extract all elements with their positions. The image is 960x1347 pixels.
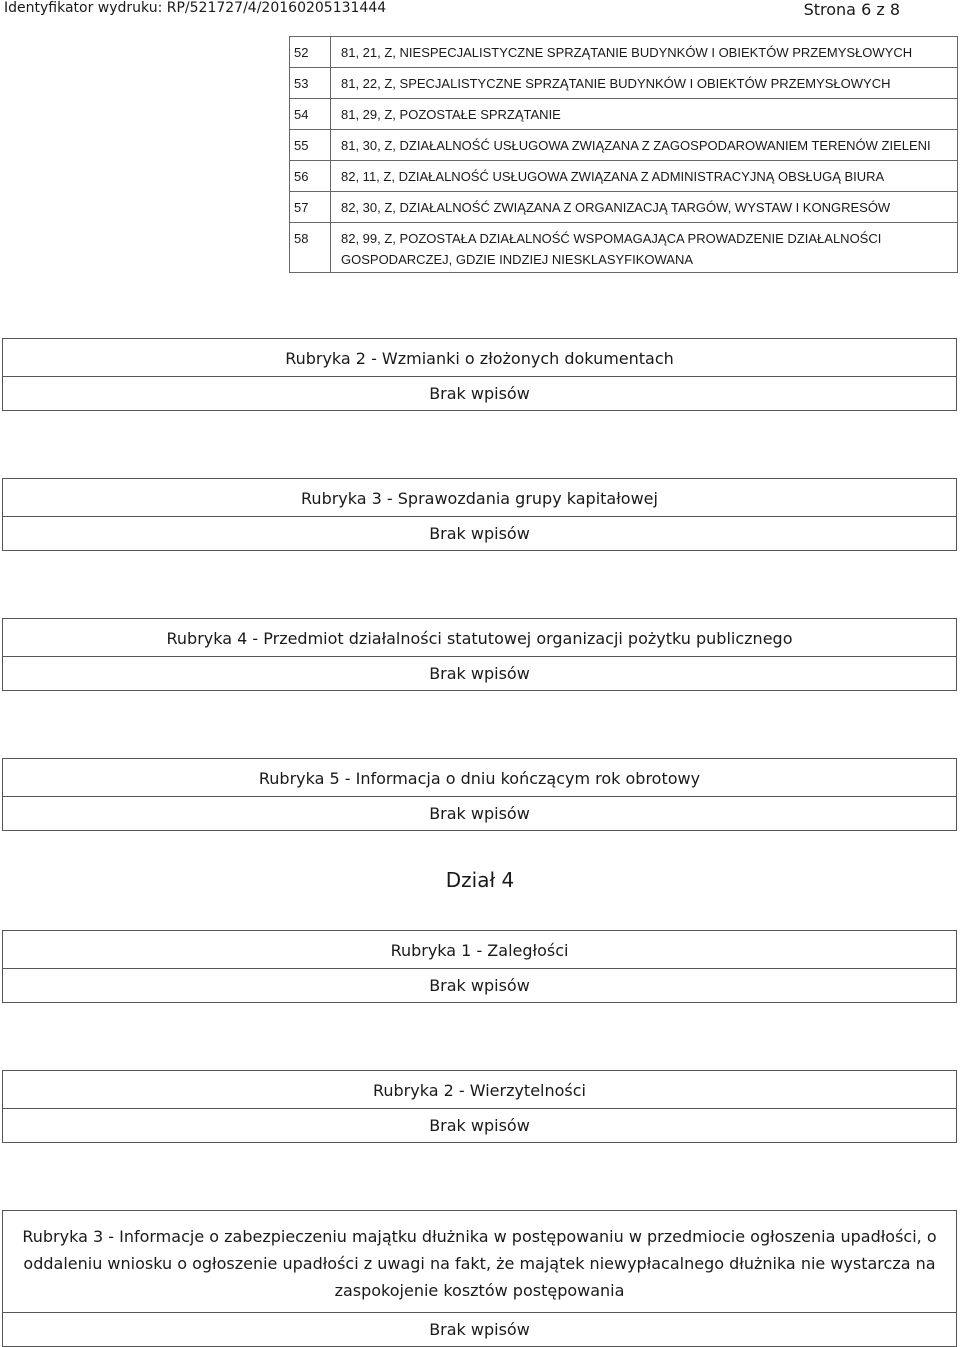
table-row [290, 99, 958, 130]
section-title: Rubryka 2 - Wierzytelności [3, 1071, 956, 1109]
table-row [290, 68, 958, 99]
dzial-heading: Dział 4 [445, 868, 515, 892]
page-number: Strona 6 z 8 [803, 0, 900, 19]
row-number: 57 [290, 192, 331, 223]
section-value: Brak wpisów [429, 384, 530, 403]
table-row [290, 223, 958, 273]
section-value: Brak wpisów [429, 976, 530, 995]
table-row [290, 130, 958, 161]
row-number: 52 [290, 37, 331, 68]
section-value: Brak wpisów [429, 1320, 530, 1339]
row-number: 55 [290, 130, 331, 161]
section-title: Rubryka 3 - Sprawozdania grupy kapitałowej [3, 479, 956, 517]
section-dzial4-rubryka-1 [2, 930, 957, 1003]
section-value: Brak wpisów [429, 804, 530, 823]
row-description: 82, 11, Z, DZIAŁALNOŚĆ USŁUGOWA ZWIĄZANA Z ADMINISTRACYJNĄ OBSŁUGĄ BIURA [331, 161, 958, 192]
table-row [290, 161, 958, 192]
section-dzial4-rubryka-3 [2, 1210, 957, 1347]
section-value: Brak wpisów [429, 664, 530, 683]
section-value: Brak wpisów [429, 524, 530, 543]
print-identifier: Identyfikator wydruku: RP/521727/4/20160205131444 [4, 0, 387, 16]
section-title: Rubryka 2 - Wzmianki o złożonych dokumentach [3, 339, 956, 377]
row-number: 54 [290, 99, 331, 130]
section-rubryka-3 [2, 478, 957, 551]
table-row [290, 192, 958, 223]
row-description: 82, 30, Z, DZIAŁALNOŚĆ ZWIĄZANA Z ORGANIZACJĄ TARGÓW, WYSTAW I KONGRESÓW [331, 192, 958, 223]
section-title: Rubryka 4 - Przedmiot działalności statutowej organizacji pożytku publicznego [3, 619, 956, 657]
row-description: 81, 30, Z, DZIAŁALNOŚĆ USŁUGOWA ZWIĄZANA Z ZAGOSPODAROWANIEM TERENÓW ZIELENI [331, 130, 958, 161]
section-rubryka-4 [2, 618, 957, 691]
section-title: Rubryka 1 - Zaległości [3, 931, 956, 969]
row-description: 81, 29, Z, POZOSTAŁE SPRZĄTANIE [331, 99, 958, 130]
table-row [290, 37, 958, 68]
section-rubryka-2 [2, 338, 957, 411]
section-value: Brak wpisów [429, 1116, 530, 1135]
row-description: 81, 22, Z, SPECJALISTYCZNE SPRZĄTANIE BUDYNKÓW I OBIEKTÓW PRZEMYSŁOWYCH [331, 68, 958, 99]
row-number: 56 [290, 161, 331, 192]
section-rubryka-5 [2, 758, 957, 831]
pkd-table [289, 36, 958, 273]
row-number: 53 [290, 68, 331, 99]
section-title: Rubryka 3 - Informacje o zabezpieczeniu majątku dłużnika w postępowaniu w przedmiocie ogłoszenia upadłości, o oddaleniu wniosku o ogłoszenie upadłości z uwagi na fakt, że majątek niewypłacalnego dłużnika nie wystarcza na zaspokojenie kosztów postępowania [3, 1211, 956, 1313]
row-description: 81, 21, Z, NIESPECJALISTYCZNE SPRZĄTANIE BUDYNKÓW I OBIEKTÓW PRZEMYSŁOWYCH [331, 37, 958, 68]
row-number: 58 [290, 223, 331, 273]
section-title: Rubryka 5 - Informacja o dniu kończącym rok obrotowy [3, 759, 956, 797]
row-description: 82, 99, Z, POZOSTAŁA DZIAŁALNOŚĆ WSPOMAGAJĄCA PROWADZENIE DZIAŁALNOŚCI GOSPODARCZEJ, GDZIE INDZIEJ NIESKLASYFIKOWANA [331, 223, 958, 273]
section-dzial4-rubryka-2 [2, 1070, 957, 1143]
